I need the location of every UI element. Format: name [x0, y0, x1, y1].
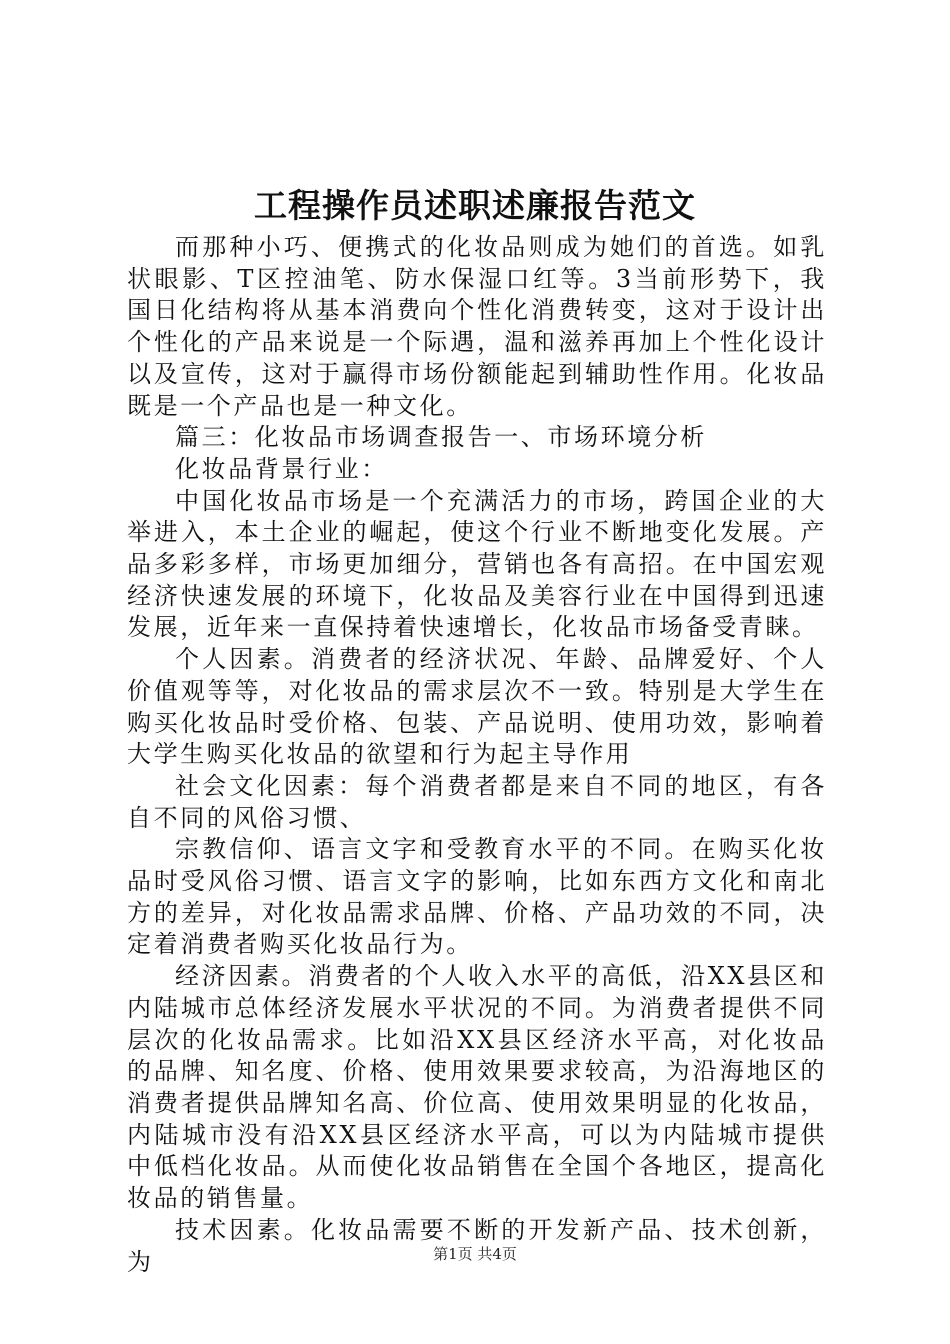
paragraph: 经济因素。消费者的个人收入水平的高低，沿XX县区和内陆城市总体经济发展水平状况的不同。为消费者提供不同层次的化妆品需求。比如沿XX县区经济水平高，对化妆品的品牌、知名度、价格、使用效果要求较高，为沿海地区的消费者提供品牌知名高、价位高、使用效果明显的化妆品，内陆城市没有沿XX县区经济水平高，可以为内陆城市提供中低档化妆品。从而使化妆品销售在全国个各地区，提高化妆品的销售量。	[127, 962, 827, 1213]
document-body	[127, 232, 827, 1278]
paragraph: 宗教信仰、语言文字和受教育水平的不同。在购买化妆品时受风俗习惯、语言文字的影响，比如东西方文化和南北方的差异，对化妆品需求品牌、价格、产品功效的不同，决定着消费者购买化妆品行为。	[127, 835, 827, 959]
paragraph: 技术因素。化妆品需要不断的开发新产品、技术创新，为	[127, 1215, 827, 1276]
paragraph: 社会文化因素：每个消费者都是来自不同的地区，有各自不同的风俗习惯、	[127, 771, 827, 832]
page-number-footer: 第1页 共4页	[433, 1245, 517, 1263]
paragraph: 个人因素。消费者的经济状况、年龄、品牌爱好、个人价值观等等，对化妆品的需求层次不一致。特别是大学生在购买化妆品时受价格、包装、产品说明、使用功效，影响着大学生购买化妆品的欲望和行为起主导作用	[127, 645, 827, 769]
paragraph: 中国化妆品市场是一个充满活力的市场，跨国企业的大举进入，本土企业的崛起，使这个行业不断地变化发展。产品多彩多样，市场更加细分，营销也各有高招。在中国宏观经济快速发展的环境下，化妆品及美容行业在中国得到迅速发展，近年来一直保持着快速增长，化妆品市场备受青睐。	[127, 486, 827, 642]
paragraph: 而那种小巧、便携式的化妆品则成为她们的首选。如乳状眼影、T区控油笔、防水保湿口红等。3当前形势下，我国日化结构将从基本消费向个性化消费转变，这对于设计出个性化的产品来说是一个际遇，温和滋养再加上个性化设计以及宣传，这对于赢得市场份额能起到辅助性作用。化妆品既是一个产品也是一种文化。	[127, 233, 827, 420]
paragraph: 化妆品背景行业：	[175, 454, 388, 483]
document-title: 工程操作员述职述廉报告范文	[254, 186, 696, 225]
paragraph: 篇三：化妆品市场调查报告一、市场环境分析	[175, 423, 707, 452]
